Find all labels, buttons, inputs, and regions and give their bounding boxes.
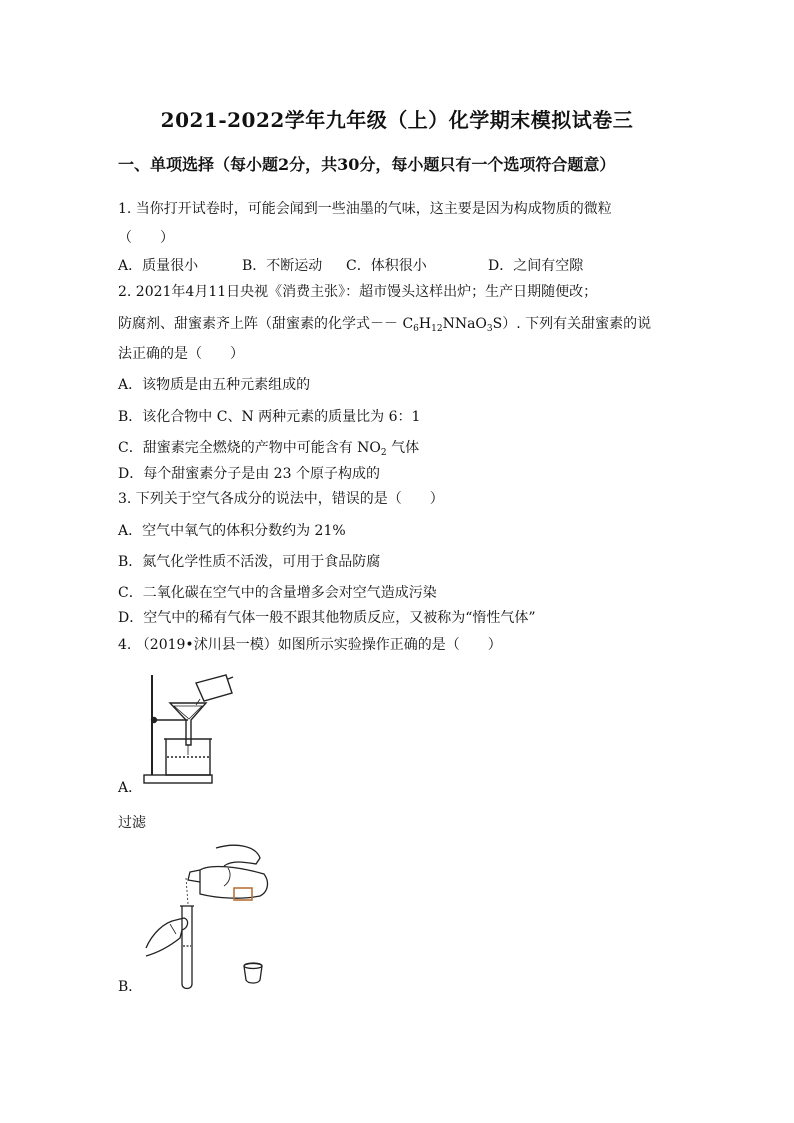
q1-option-d: D．之间有空隙	[488, 258, 584, 274]
q3-option-c: C．二氧化碳在空气中的含量增多会对空气造成污染	[118, 585, 437, 601]
q1-option-c: C．体积很小	[346, 258, 427, 274]
q1-options	[118, 255, 583, 275]
q4-option-a-caption: 过滤	[118, 815, 146, 831]
q2-line2: 防腐剂、甜蜜素齐上阵（甜蜜素的化学式－－ $C_6H_{12}NNaO_3S$）. 下列有关甜蜜素的说	[118, 316, 652, 334]
q1-stem: 1. 当你打开试卷时，可能会闻到一些油墨的气味，这主要是因为构成物质的微粒	[118, 201, 612, 217]
q3-option-b: B．氮气化学性质不活泼，可用于食品防腐	[118, 554, 381, 570]
q4-option-a-label: A．	[118, 780, 143, 796]
q2-option-c: C．甜蜜素完全燃烧的产物中可能含有 $NO_2$ 气体	[118, 440, 420, 458]
q2-line1: 2. 2021年4月11日央视《消费主张》：超市馒头这样出炉；生产日期随便改；	[118, 284, 598, 300]
exam-title: 2021-2022学年九年级（上）化学期末模拟试卷三	[160, 108, 634, 132]
pouring-liquid-image	[140, 838, 280, 993]
filtration-apparatus-image	[140, 665, 240, 790]
q1-option-b: B．不断运动	[242, 258, 323, 274]
q2-line3: 法正确的是（ ）	[118, 346, 244, 362]
q2-option-b: B．该化合物中 C、N 两种元素的质量比为 6：1	[118, 409, 421, 425]
q2-option-d: D．每个甜蜜素分子是由 23 个原子构成的	[118, 466, 380, 482]
q3-option-d: D．空气中的稀有气体一般不跟其他物质反应，又被称为“惰性气体”	[118, 610, 536, 626]
q1-option-a: A．质量很小	[118, 258, 199, 274]
q4-stem: 4. （2019•沭川县一模）如图所示实验操作正确的是（ ）	[118, 637, 502, 653]
q1-bracket: （ ）	[118, 230, 174, 246]
section-heading: 一、单项选择（每小题2分，共30分，每小题只有一个选项符合题意）	[118, 155, 616, 174]
q4-option-b-label: B．	[118, 979, 143, 995]
q2-option-a: A．该物质是由五种元素组成的	[118, 377, 311, 393]
q3-option-a: A．空气中氧气的体积分数约为 21%	[118, 523, 346, 539]
q3-stem: 3. 下列关于空气各成分的说法中，错误的是（ ）	[118, 491, 444, 507]
